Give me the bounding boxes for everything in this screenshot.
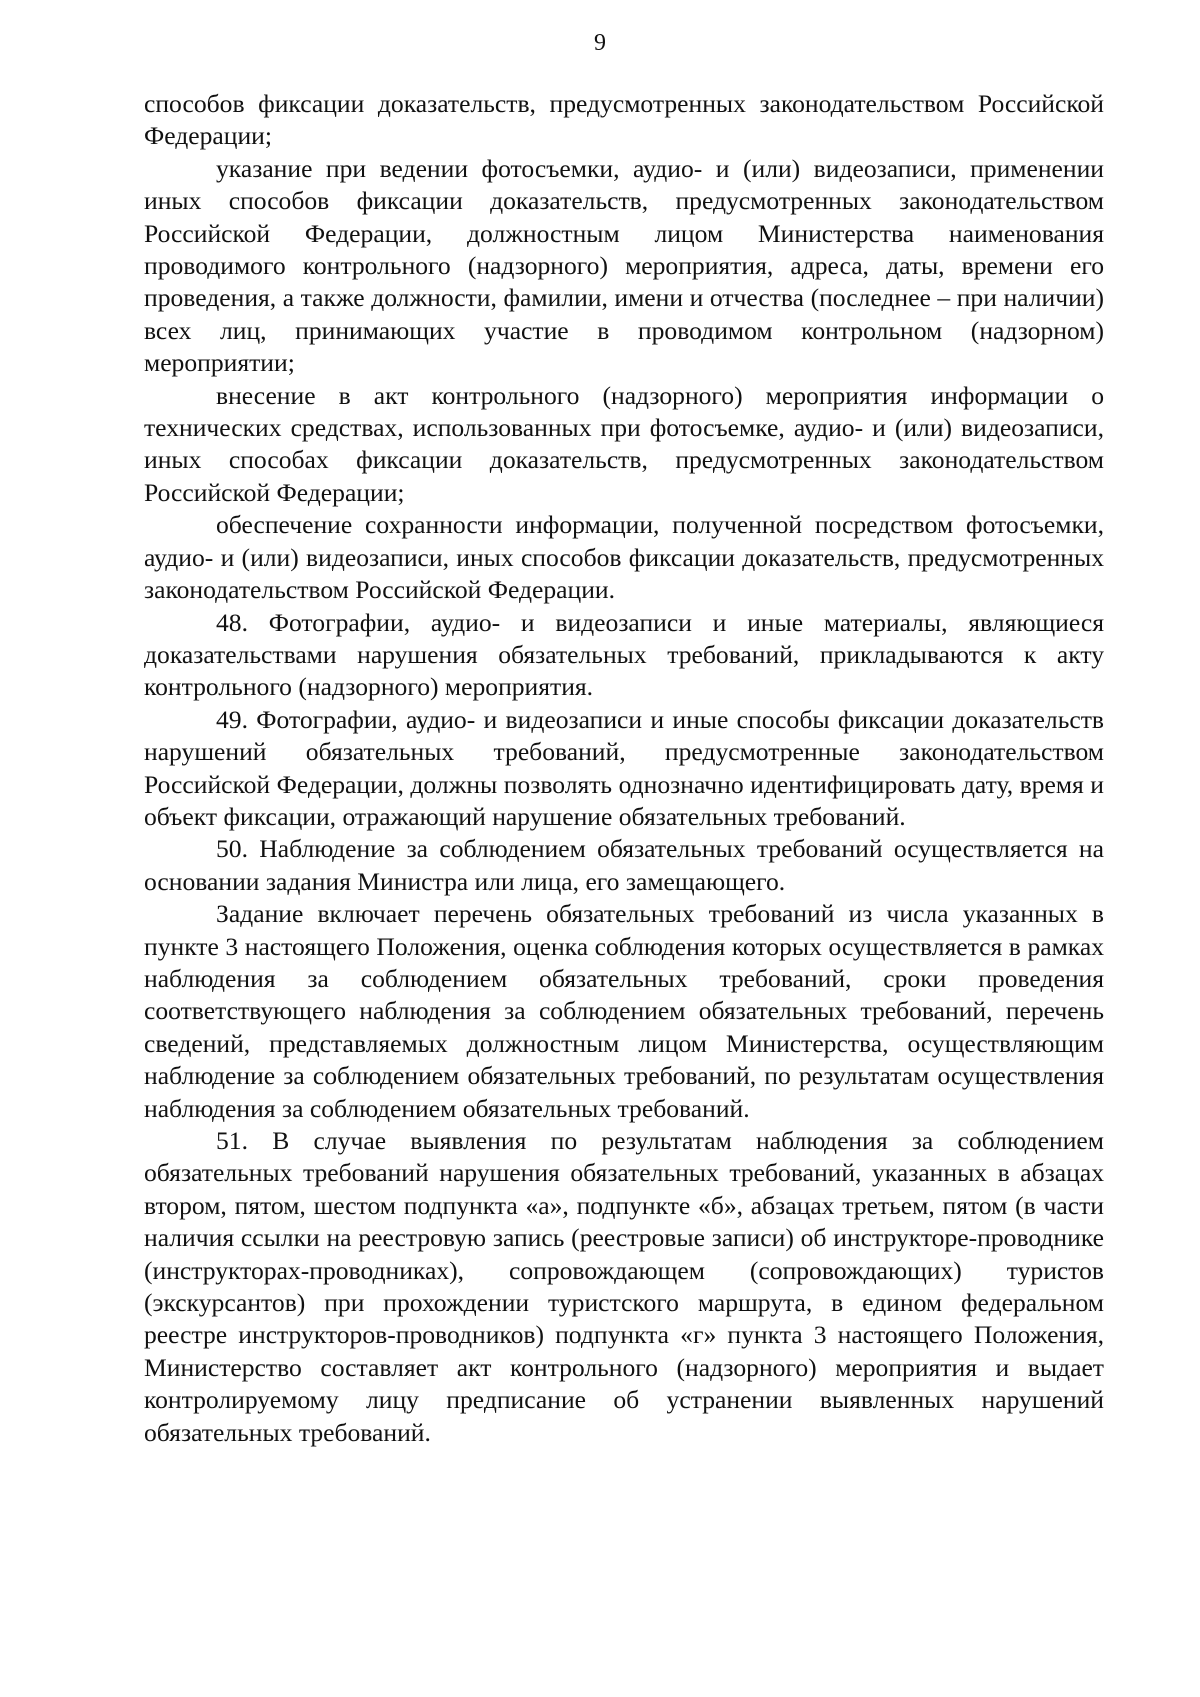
paragraph-continuation: способов фиксации доказательств, предусмотренных законодательством Российской Федерации; (144, 89, 1104, 151)
paragraph-item-50: 50. Наблюдение за соблюдением обязательных требований осуществляется на основании задания Министра или лица, его замещающего. (144, 834, 1104, 896)
paragraph-act-entry: внесение в акт контрольного (надзорного) мероприятия информации о технических средствах, использованных при фотосъемке, аудио- и (или) видеозаписи, иных способах фиксации доказательств, предусмотренных законодательством Российской Федерации; (144, 380, 1104, 507)
paragraph-photo-indication: указание при ведении фотосъемки, аудио- и (или) видеозаписи, применении иных способов фиксации доказательств, предусмотренных законодательством Российской Федерации, должностным лицом Министерства наименования проводимого контрольного (надзорного) мероприятия, адреса, даты, времени его проведения, а также должности, фамилии, имени и отчества (последнее – при наличии) всех лиц, принимающих участие в проводимом контрольном (надзорном) мероприятии; (144, 153, 1104, 378)
paragraph-item-49: 49. Фотографии, аудио- и видеозаписи и иные способы фиксации доказательств нарушений обязательных требований, предусмотренные законодательством Российской Федерации, должны позволять однозначно идентифицировать дату, время и объект фиксации, отражающий нарушение обязательных требований. (144, 704, 1104, 831)
paragraph-task-contents: Задание включает перечень обязательных требований из числа указанных в пункте 3 настоящего Положения, оценка соблюдения которых осуществляется в рамках наблюдения за соблюдением обязательных требований, сроки проведения соответствующего наблюдения за соблюдением обязательных требований, перечень сведений, представляемых должностным лицом Министерства, осуществляющим наблюдение за соблюдением обязательных требований, по результатам осуществления наблюдения за соблюдением обязательных требований. (144, 899, 1104, 1123)
document-body (144, 88, 1104, 1449)
paragraph-info-safety: обеспечение сохранности информации, полученной посредством фотосъемки, аудио- и (или) видеозаписи, иных способов фиксации доказательств, предусмотренных законодательством Российской Федерации. (144, 510, 1104, 605)
paragraph-item-48: 48. Фотографии, аудио- и видеозаписи и иные материалы, являющиеся доказательствами нарушения обязательных требований, прикладываются к акту контрольного (надзорного) мероприятия. (144, 607, 1104, 702)
paragraph-item-51: 51. В случае выявления по результатам наблюдения за соблюдением обязательных требований нарушения обязательных требований, указанных в абзацах втором, пятом, шестом подпункта «а», подпункте «б», абзацах третьем, пятом (в части наличия ссылки на реестровую запись (реестровые записи) об инструкторе-проводнике (инструкторах-проводниках), сопровождающем (сопровождающих) туристов (экскурсантов) при прохождении туристского маршрута, в едином федеральном реестре инструкторов-проводников) подпункта «г» пункта 3 настоящего Положения, Министерство составляет акт контрольного (надзорного) мероприятия и выдает контролируемому лицу предписание об устранении выявленных нарушений обязательных требований. (144, 1126, 1104, 1447)
page-number: 9 (594, 30, 606, 56)
